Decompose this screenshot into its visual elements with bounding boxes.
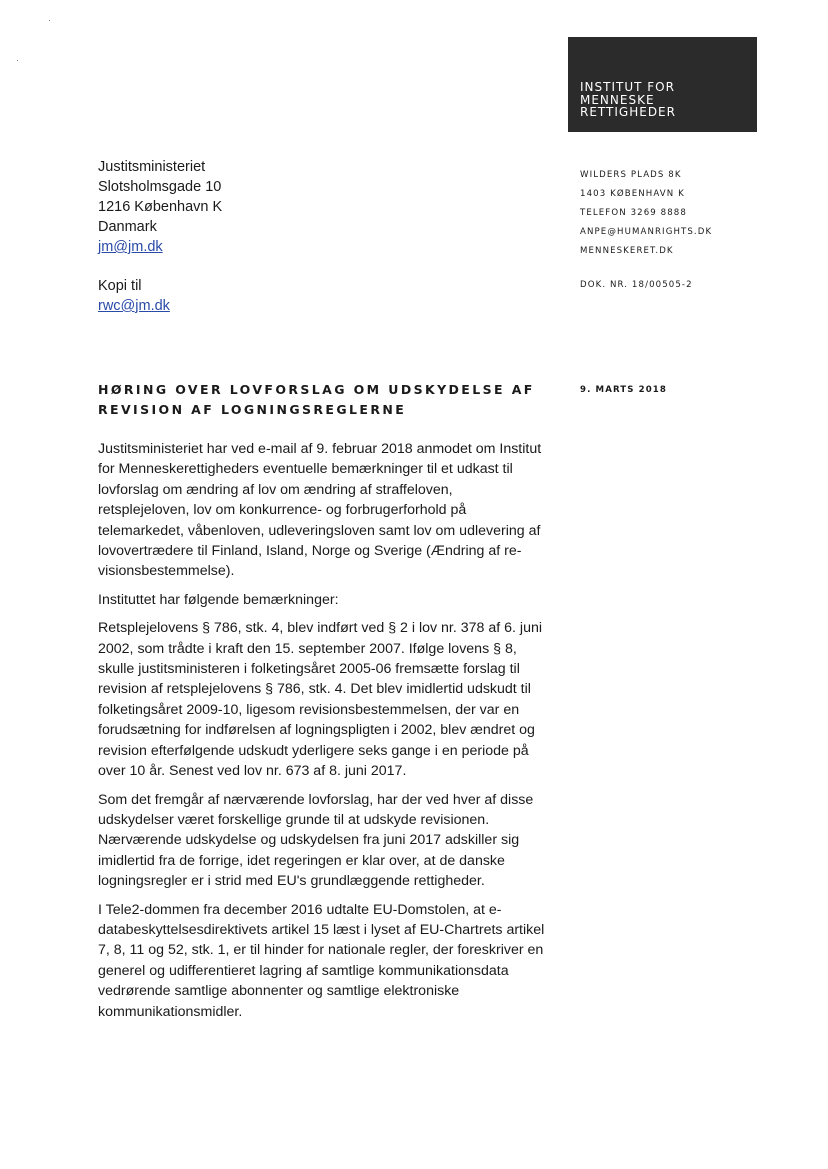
- recipient-line: Slotsholmsgade 10: [98, 179, 222, 195]
- text-line: lovovertrædere til Finland, Island, Norge og Sverige (Ændring af re-: [98, 543, 522, 560]
- paragraph: [98, 790, 568, 892]
- text-line: imidlertid fra de forrige, idet regeringen er klar over, at de danske: [98, 852, 505, 869]
- institution-logo: [568, 37, 757, 132]
- logo-line: RETTIGHEDER: [580, 105, 676, 119]
- scan-speck: [49, 20, 50, 21]
- text-line: Instituttet har følgende bemærkninger:: [98, 591, 339, 608]
- text-line: revision efterfølgende udskudt yderligere seks gange i en periode på: [98, 742, 529, 759]
- heading-line: REVISION AF LOGNINGSREGLERNE: [98, 402, 407, 417]
- paragraph: [98, 590, 568, 610]
- text-line: revision af retsplejelovens § 786, stk. 4. Det blev imidlertid udskudt til: [98, 681, 531, 698]
- recipient-line: Danmark: [98, 219, 157, 235]
- letter-heading: [98, 380, 558, 420]
- letter-date: 9. MARTS 2018: [580, 385, 667, 395]
- letter-body: [98, 439, 568, 1030]
- text-line: udskydelser været forskellige grunde til at udskyde revisionen.: [98, 811, 490, 828]
- sender-address: [580, 166, 712, 261]
- heading-line: HØRING OVER LOVFORSLAG OM UDSKYDELSE AF: [98, 382, 535, 397]
- text-line: telemarkedet, våbenloven, udleveringsloven samt lov om udlevering af: [98, 522, 541, 539]
- copy-label: Kopi til: [98, 278, 142, 294]
- text-line: logningsregler er i strid med EU's grundlæggende rettigheder.: [98, 873, 485, 890]
- text-line: Justitsministeriet har ved e-mail af 9. februar 2018 anmodet om Institut: [98, 441, 542, 457]
- sender-line: 1403 KØBENHAVN K: [580, 189, 685, 199]
- text-line: lovforslag om ændring af lov om ændring af straffeloven,: [98, 481, 453, 498]
- text-line: visionsbestemmelse).: [98, 563, 235, 580]
- sender-line: TELEFON 3269 8888: [580, 208, 687, 218]
- paragraph: [98, 900, 568, 1022]
- paragraph: [98, 439, 568, 582]
- recipient-email-link[interactable]: jm@jm.dk: [98, 239, 163, 255]
- logo-line: MENNESKE: [580, 92, 655, 107]
- text-line: 2002, som trådte i kraft den 15. september 2007. Ifølge lovens § 8,: [98, 640, 517, 657]
- text-line: over 10 år. Senest ved lov nr. 673 af 8. juni 2017.: [98, 763, 407, 780]
- text-line: Retsplejelovens § 786, stk. 4, blev indført ved § 2 i lov nr. 378 af 6. juni: [98, 620, 543, 637]
- text-line: databeskyttelsesdirektivets artikel 15 læst i lyset af EU-Chartrets artikel: [98, 921, 545, 938]
- text-line: Nærværende udskydelse og udskydelsen fra juni 2017 adskiller sig: [98, 832, 520, 849]
- sender-line: WILDERS PLADS 8K: [580, 170, 682, 180]
- text-line: I Tele2-dommen fra december 2016 udtalte EU-Domstolen, at e-: [98, 901, 502, 918]
- text-line: retsplejeloven, lov om konkurrence- og forbrugerforhold på: [98, 502, 467, 519]
- text-line: for Menneskerettigheders eventuelle bemærkninger til et udkast til: [98, 461, 513, 478]
- document-number: DOK. NR. 18/00505-2: [580, 280, 693, 290]
- logo-line: INSTITUT FOR: [580, 80, 675, 94]
- recipient-address: [98, 157, 222, 257]
- sender-line: MENNESKERET.DK: [580, 246, 674, 256]
- sender-line: ANPE@HUMANRIGHTS.DK: [580, 227, 713, 237]
- text-line: vedrørende samtlige abonnenter og samtlige elektroniske: [98, 983, 460, 1000]
- text-line: 7, 8, 11 og 52, stk. 1, er til hinder for nationale regler, der foreskriver en: [98, 942, 544, 959]
- text-line: generel og udifferentieret lagring af samtlige kommunikationsdata: [98, 962, 509, 979]
- copy-to-block: [98, 276, 170, 316]
- text-line: kommunikationsmidler.: [98, 1003, 243, 1020]
- copy-email-link[interactable]: rwc@jm.dk: [98, 298, 170, 314]
- scan-speck: [17, 60, 18, 61]
- text-line: forudsætning for indførelsen af logningspligten i 2002, blev ændret og: [98, 722, 535, 739]
- recipient-line: Justitsministeriet: [98, 159, 206, 175]
- text-line: Som det fremgår af nærværende lovforslag, har der ved hver af disse: [98, 791, 534, 808]
- paragraph: [98, 618, 568, 781]
- recipient-line: 1216 København K: [98, 199, 223, 215]
- text-line: skulle justitsministeren i folketingsåret 2005-06 fremsætte forslag til: [98, 661, 520, 678]
- text-line: folketingsåret 2009-10, ligesom revisionsbestemmelsen, der var en: [98, 701, 520, 718]
